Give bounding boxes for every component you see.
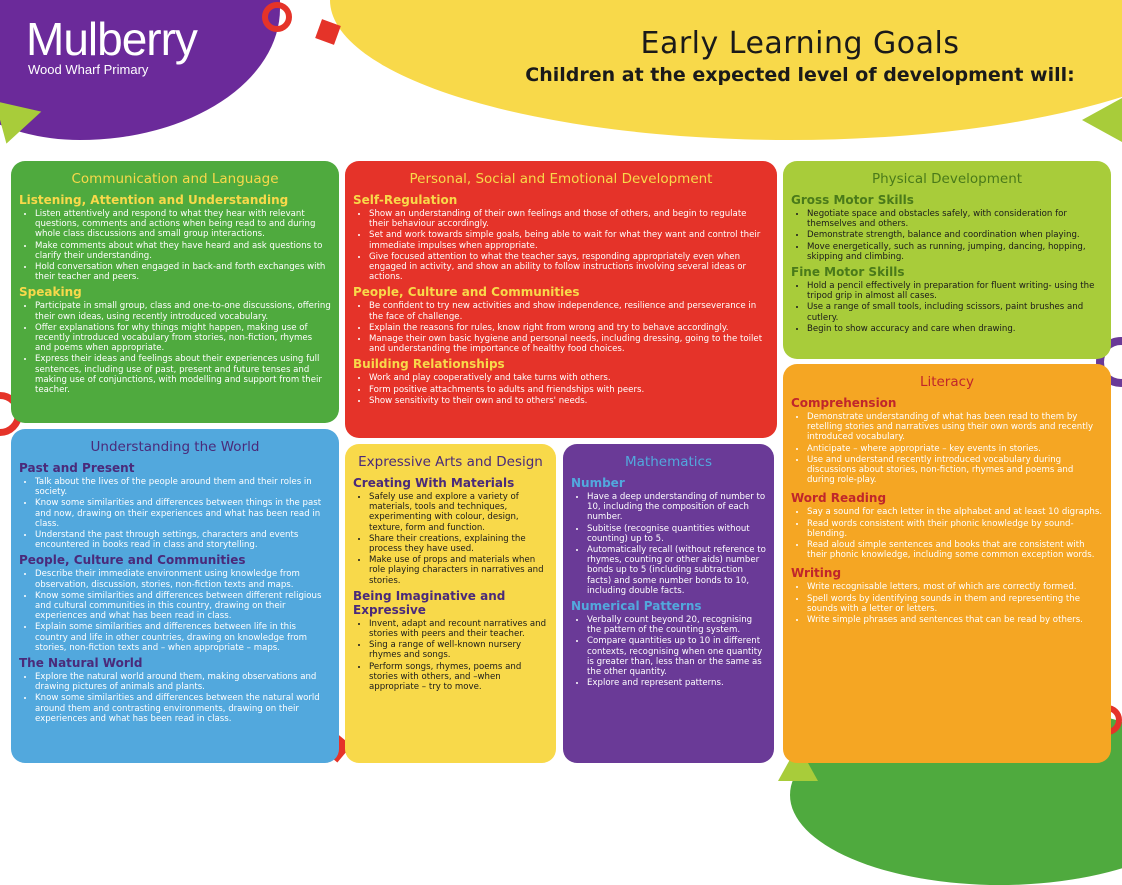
section-heading: People, Culture and Communities <box>353 285 580 300</box>
section-heading: Fine Motor Skills <box>791 265 905 280</box>
section-heading: The Natural World <box>19 656 143 671</box>
list-item: • Participate in small group, class and one-to-one discussions, offering their own ideas, using recently introduced vocabulary. <box>35 301 331 321</box>
list-item: • Demonstrate understanding of what has been read to them by retelling stories and narratives using their own words and recently introduced vocabulary. <box>807 412 1103 443</box>
bullet-list <box>353 301 769 354</box>
list-item: • Show sensitivity to their own and to others' needs. <box>369 396 769 406</box>
panel-personal-social-emotional <box>345 161 777 438</box>
list-item: • Perform songs, rhymes, poems and stories with others, and –when appropriate – try to move. <box>369 662 548 693</box>
bullet-list <box>19 477 331 550</box>
section-heading: Word Reading <box>791 491 887 506</box>
logo-school-name: Wood Wharf Primary <box>28 62 149 77</box>
section-heading: Building Relationships <box>353 357 505 372</box>
bullet-list <box>19 209 331 282</box>
panel-title: Understanding the World <box>90 439 260 455</box>
school-logo <box>26 14 197 77</box>
list-item: • Make comments about what they have heard and ask questions to clarify their understanding. <box>35 241 331 261</box>
list-item: • Read words consistent with their phonic knowledge by sound-blending. <box>807 519 1103 539</box>
list-item: • Hold a pencil effectively in preparation for fluent writing- using the tripod grip in almost all cases. <box>807 281 1103 301</box>
page-title: Early Learning Goals <box>640 26 960 61</box>
list-item: • Spell words by identifying sounds in them and representing the sounds with a letter or letters. <box>807 594 1103 614</box>
panel-title: Literacy <box>919 374 975 390</box>
bullet-list <box>353 492 548 586</box>
panel-physical-development <box>783 161 1111 359</box>
list-item: • Explore and represent patterns. <box>587 678 766 688</box>
page-subtitle: Children at the expected level of development will: <box>525 64 1075 86</box>
list-item: • Give focused attention to what the teacher says, responding appropriately even when engaged in activity, and show an ability to follow instructions involving several ideas or actions. <box>369 252 769 283</box>
section-heading: Creating With Materials <box>353 476 515 490</box>
list-item: • Talk about the lives of the people around them and their roles in society. <box>35 477 331 497</box>
bullet-list <box>791 507 1103 560</box>
list-item: • Hold conversation when engaged in back-and forth exchanges with their teacher and peers. <box>35 262 331 282</box>
list-item: • Listen attentively and respond to what they hear with relevant questions, comments and actions when being read to and during whole class discussions and small group interactions. <box>35 209 331 240</box>
list-item: • Have a deep understanding of number to 10, including the composition of each number. <box>587 492 766 523</box>
section-heading: Numerical Patterns <box>571 599 702 614</box>
bullet-list <box>791 209 1103 262</box>
panel-title: Communication and Language <box>71 171 279 187</box>
bullet-list <box>19 301 331 395</box>
list-item: • Negotiate space and obstacles safely, with consideration for themselves and others. <box>807 209 1103 229</box>
list-item: • Begin to show accuracy and care when drawing. <box>807 324 1103 334</box>
logo-brand-name: Mulberry <box>26 13 197 65</box>
list-item: • Show an understanding of their own feelings and those of others, and begin to regulate their behaviour accordingly. <box>369 209 769 229</box>
list-item: • Safely use and explore a variety of materials, tools and techniques, experimenting with colour, design, texture, form and function. <box>369 492 548 533</box>
section-heading: Past and Present <box>19 461 135 475</box>
section-heading: Comprehension <box>791 396 897 410</box>
bullet-list <box>791 281 1103 334</box>
list-item: • Understand the past through settings, characters and events encountered in books read in class and storytelling. <box>35 530 331 550</box>
list-item: • Work and play cooperatively and take turns with others. <box>369 373 769 383</box>
panel-title: Physical Development <box>871 171 1023 187</box>
list-item: • Know some similarities and differences between things in the past and now, drawing on their experiences and what has been read in class. <box>35 498 331 529</box>
list-item: • Explain the reasons for rules, know right from wrong and try to behave accordingly. <box>369 323 769 333</box>
section-heading: Speaking <box>19 285 82 300</box>
list-item: • Demonstrate strength, balance and coordination when playing. <box>807 230 1103 240</box>
list-item: • Express their ideas and feelings about their experiences using full sentences, including use of past, present and future tenses and making use of conjunctions, with modelling and support from their teacher. <box>35 354 331 395</box>
bullet-list <box>571 615 766 688</box>
list-item: • Set and work towards simple goals, being able to wait for what they want and control their immediate impulses when appropriate. <box>369 230 769 250</box>
list-item: • Make use of props and materials when role playing characters in narratives and stories. <box>369 555 548 586</box>
list-item: • Say a sound for each letter in the alphabet and at least 10 digraphs. <box>807 507 1103 517</box>
list-item: • Explain some similarities and differences between life in this country and life in other countries, drawing on knowledge from stories, non-fiction texts and – when appropriate – maps. <box>35 622 331 653</box>
bullet-list <box>19 569 331 653</box>
section-heading: Number <box>571 476 625 490</box>
list-item: • Use a range of small tools, including scissors, paint brushes and cutlery. <box>807 302 1103 322</box>
bullet-list <box>791 582 1103 625</box>
panel-understanding-world <box>11 429 339 763</box>
section-heading: Self-Regulation <box>353 193 458 207</box>
bullet-list <box>19 672 331 724</box>
list-item: • Sing a range of well-known nursery rhymes and songs. <box>369 640 548 660</box>
section-heading: Being Imaginative and Expressive <box>353 588 506 617</box>
panel-mathematics <box>563 444 774 763</box>
list-item: • Manage their own basic hygiene and personal needs, including dressing, going to the toilet and understanding the importance of healthy food choices. <box>369 334 769 354</box>
bullet-list <box>791 412 1103 485</box>
list-item: • Know some similarities and differences between different religious and cultural communities in this country, drawing on their experiences and what has been read in class. <box>35 591 331 622</box>
panel-communication-language <box>11 161 339 423</box>
red-ring-icon <box>262 2 292 32</box>
list-item: • Subitise (recognise quantities without counting) up to 5. <box>587 524 766 544</box>
list-item: • Share their creations, explaining the process they have used. <box>369 534 548 554</box>
list-item: • Move energetically, such as running, jumping, dancing, hopping, skipping and climbing. <box>807 242 1103 262</box>
list-item: • Anticipate – where appropriate – key events in stories. <box>807 444 1103 454</box>
list-item: • Write simple phrases and sentences that can be read by others. <box>807 615 1103 625</box>
bullet-list <box>353 373 769 406</box>
list-item: • Write recognisable letters, most of which are correctly formed. <box>807 582 1103 592</box>
section-heading: Listening, Attention and Understanding <box>19 193 289 207</box>
bullet-list <box>353 619 548 692</box>
list-item: • Explore the natural world around them, making observations and drawing pictures of animals and plants. <box>35 672 331 692</box>
panel-title: Personal, Social and Emotional Development <box>409 171 713 187</box>
list-item: • Invent, adapt and recount narratives and stories with peers and their teacher. <box>369 619 548 639</box>
panel-title: Mathematics <box>625 454 712 470</box>
section-heading: People, Culture and Communities <box>19 553 246 568</box>
panel-expressive-arts <box>345 444 556 763</box>
list-item: • Know some similarities and differences between the natural world around them and contrasting environments, drawing on their experiences and what has been read in class. <box>35 693 331 724</box>
list-item: • Automatically recall (without reference to rhymes, counting or other aids) number bonds up to 5 (including subtraction facts) and some number bonds to 10, including double facts. <box>587 545 766 596</box>
list-item: • Use and understand recently introduced vocabulary during discussions about stories, non-fiction, rhymes and poems and during role-play. <box>807 455 1103 486</box>
panel-literacy <box>783 364 1111 763</box>
bullet-list <box>353 209 769 282</box>
section-heading: Gross Motor Skills <box>791 193 914 207</box>
panel-title: Expressive Arts and Design <box>358 454 543 470</box>
list-item: • Describe their immediate environment using knowledge from observation, discussion, stories, non-fiction texts and maps. <box>35 569 331 589</box>
list-item: • Be confident to try new activities and show independence, resilience and perseverance in the face of challenge. <box>369 301 769 321</box>
bullet-list <box>571 492 766 596</box>
lime-triangle-shape <box>1082 98 1122 142</box>
list-item: • Form positive attachments to adults and friendships with peers. <box>369 385 769 395</box>
list-item: • Verbally count beyond 20, recognising the pattern of the counting system. <box>587 615 766 635</box>
list-item: • Offer explanations for why things might happen, making use of recently introduced vocabulary from stories, non-fiction, rhymes and poems when appropriate. <box>35 323 331 354</box>
list-item: • Read aloud simple sentences and books that are consistent with their phonic knowledge, including some common exception words. <box>807 540 1103 560</box>
section-heading: Writing <box>791 566 842 581</box>
list-item: • Compare quantities up to 10 in different contexts, recognising when one quantity is greater than, less than or the same as the other quantity. <box>587 636 766 677</box>
